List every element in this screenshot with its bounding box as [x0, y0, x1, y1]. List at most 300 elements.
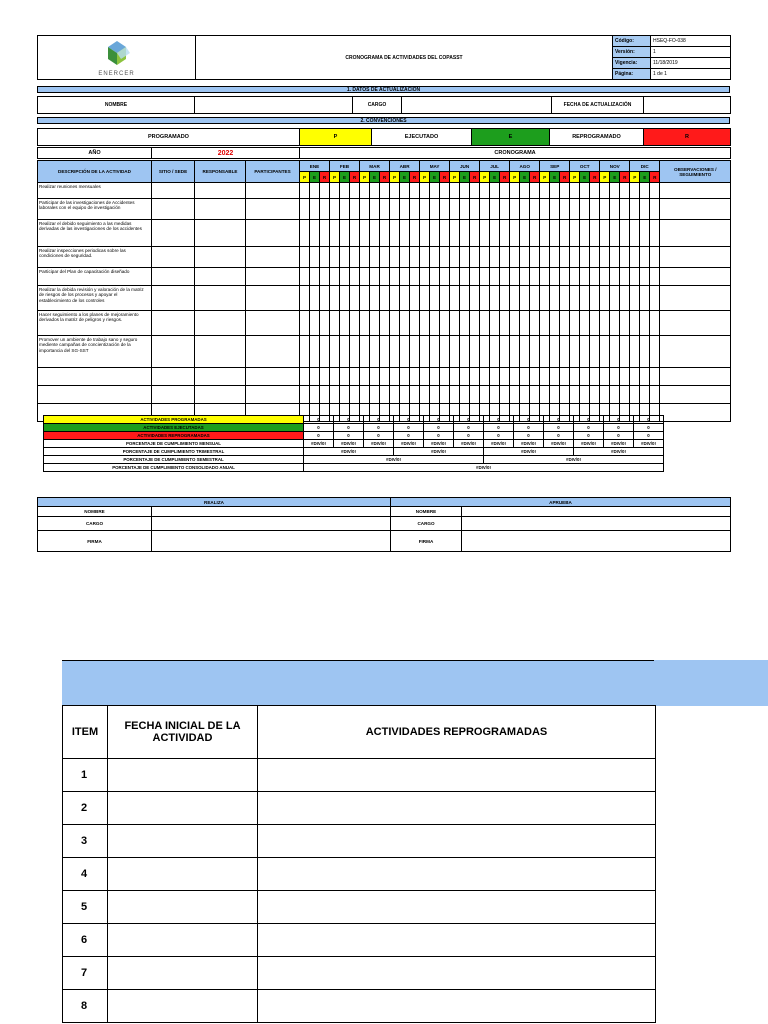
schedule-cell[interactable] — [500, 183, 510, 199]
schedule-cell[interactable] — [350, 199, 360, 220]
activity-description[interactable] — [38, 386, 152, 404]
schedule-cell[interactable] — [330, 199, 340, 220]
schedule-cell[interactable] — [450, 368, 460, 386]
schedule-cell[interactable] — [490, 336, 500, 368]
schedule-cell[interactable] — [410, 199, 420, 220]
schedule-cell[interactable] — [340, 199, 350, 220]
schedule-cell[interactable] — [480, 183, 490, 199]
schedule-cell[interactable] — [640, 386, 650, 404]
schedule-cell[interactable] — [650, 286, 660, 311]
schedule-cell[interactable] — [460, 386, 470, 404]
schedule-cell[interactable] — [450, 268, 460, 286]
schedule-cell[interactable] — [420, 386, 430, 404]
schedule-cell[interactable] — [610, 311, 620, 336]
observaciones-cell[interactable] — [660, 183, 731, 199]
activity-field[interactable] — [246, 286, 300, 311]
schedule-cell[interactable] — [430, 311, 440, 336]
schedule-cell[interactable] — [550, 286, 560, 311]
schedule-cell[interactable] — [540, 247, 550, 268]
schedule-cell[interactable] — [450, 183, 460, 199]
schedule-cell[interactable] — [400, 247, 410, 268]
schedule-cell[interactable] — [590, 286, 600, 311]
schedule-cell[interactable] — [400, 386, 410, 404]
schedule-cell[interactable] — [500, 247, 510, 268]
schedule-cell[interactable] — [480, 386, 490, 404]
aprueba-nombre-field[interactable] — [462, 507, 731, 517]
schedule-cell[interactable] — [490, 268, 500, 286]
fecha-field[interactable] — [108, 957, 258, 990]
schedule-cell[interactable] — [470, 220, 480, 247]
schedule-cell[interactable] — [510, 336, 520, 368]
schedule-cell[interactable] — [500, 368, 510, 386]
schedule-cell[interactable] — [450, 220, 460, 247]
activity-field[interactable] — [195, 286, 246, 311]
schedule-cell[interactable] — [410, 247, 420, 268]
activity-field[interactable] — [246, 268, 300, 286]
schedule-cell[interactable] — [510, 183, 520, 199]
schedule-cell[interactable] — [520, 311, 530, 336]
schedule-cell[interactable] — [530, 268, 540, 286]
schedule-cell[interactable] — [480, 286, 490, 311]
schedule-cell[interactable] — [450, 247, 460, 268]
schedule-cell[interactable] — [440, 220, 450, 247]
schedule-cell[interactable] — [470, 368, 480, 386]
schedule-cell[interactable] — [410, 183, 420, 199]
schedule-cell[interactable] — [380, 268, 390, 286]
schedule-cell[interactable] — [350, 268, 360, 286]
schedule-cell[interactable] — [470, 268, 480, 286]
schedule-cell[interactable] — [460, 286, 470, 311]
schedule-cell[interactable] — [340, 268, 350, 286]
schedule-cell[interactable] — [560, 336, 570, 368]
actividad-field[interactable] — [258, 924, 656, 957]
schedule-cell[interactable] — [380, 183, 390, 199]
observaciones-cell[interactable] — [660, 404, 731, 422]
aprueba-cargo-field[interactable] — [462, 517, 731, 531]
schedule-cell[interactable] — [390, 199, 400, 220]
schedule-cell[interactable] — [300, 268, 310, 286]
schedule-cell[interactable] — [360, 311, 370, 336]
schedule-cell[interactable] — [320, 199, 330, 220]
activity-description[interactable]: Promover un ambiente de trabajo sano y seguro mediente campañas de concientización de la importancia del SG-SST — [38, 336, 152, 368]
schedule-cell[interactable] — [570, 247, 580, 268]
schedule-cell[interactable] — [480, 336, 490, 368]
schedule-cell[interactable] — [520, 183, 530, 199]
schedule-cell[interactable] — [360, 368, 370, 386]
schedule-cell[interactable] — [460, 183, 470, 199]
activity-field[interactable] — [152, 183, 195, 199]
schedule-cell[interactable] — [480, 368, 490, 386]
schedule-cell[interactable] — [310, 368, 320, 386]
schedule-cell[interactable] — [370, 199, 380, 220]
schedule-cell[interactable] — [420, 199, 430, 220]
schedule-cell[interactable] — [530, 220, 540, 247]
schedule-cell[interactable] — [490, 368, 500, 386]
activity-description[interactable]: Participar de las investigaciones de Accidentes laborales con el equipo de investigación — [38, 199, 152, 220]
activity-description[interactable]: Realizar la debida revisión y valoración de la matriz de riesgos de los procesos y apoyar el establecimiento de los controles — [38, 286, 152, 311]
schedule-cell[interactable] — [570, 268, 580, 286]
activity-field[interactable] — [152, 386, 195, 404]
activity-field[interactable] — [246, 368, 300, 386]
schedule-cell[interactable] — [350, 336, 360, 368]
observaciones-cell[interactable] — [660, 220, 731, 247]
schedule-cell[interactable] — [580, 386, 590, 404]
schedule-cell[interactable] — [510, 311, 520, 336]
schedule-cell[interactable] — [410, 311, 420, 336]
schedule-cell[interactable] — [520, 336, 530, 368]
schedule-cell[interactable] — [460, 247, 470, 268]
schedule-cell[interactable] — [420, 368, 430, 386]
schedule-cell[interactable] — [320, 268, 330, 286]
schedule-cell[interactable] — [340, 286, 350, 311]
schedule-cell[interactable] — [610, 286, 620, 311]
schedule-cell[interactable] — [570, 199, 580, 220]
schedule-cell[interactable] — [350, 368, 360, 386]
schedule-cell[interactable] — [350, 286, 360, 311]
schedule-cell[interactable] — [440, 386, 450, 404]
fecha-field[interactable] — [108, 858, 258, 891]
schedule-cell[interactable] — [620, 368, 630, 386]
schedule-cell[interactable] — [450, 311, 460, 336]
schedule-cell[interactable] — [620, 247, 630, 268]
schedule-cell[interactable] — [500, 286, 510, 311]
schedule-cell[interactable] — [630, 199, 640, 220]
schedule-cell[interactable] — [540, 183, 550, 199]
schedule-cell[interactable] — [640, 199, 650, 220]
activity-field[interactable] — [152, 311, 195, 336]
schedule-cell[interactable] — [300, 386, 310, 404]
schedule-cell[interactable] — [430, 247, 440, 268]
schedule-cell[interactable] — [360, 220, 370, 247]
schedule-cell[interactable] — [500, 220, 510, 247]
activity-description[interactable]: Realizar reuniones mensuales — [38, 183, 152, 199]
schedule-cell[interactable] — [640, 183, 650, 199]
fecha-field[interactable] — [108, 825, 258, 858]
schedule-cell[interactable] — [560, 183, 570, 199]
schedule-cell[interactable] — [380, 386, 390, 404]
schedule-cell[interactable] — [620, 268, 630, 286]
schedule-cell[interactable] — [550, 336, 560, 368]
schedule-cell[interactable] — [300, 220, 310, 247]
schedule-cell[interactable] — [310, 220, 320, 247]
schedule-cell[interactable] — [440, 286, 450, 311]
schedule-cell[interactable] — [430, 336, 440, 368]
schedule-cell[interactable] — [310, 247, 320, 268]
observaciones-cell[interactable] — [660, 311, 731, 336]
schedule-cell[interactable] — [320, 286, 330, 311]
schedule-cell[interactable] — [470, 311, 480, 336]
schedule-cell[interactable] — [590, 311, 600, 336]
schedule-cell[interactable] — [530, 368, 540, 386]
schedule-cell[interactable] — [600, 220, 610, 247]
schedule-cell[interactable] — [370, 183, 380, 199]
schedule-cell[interactable] — [520, 286, 530, 311]
schedule-cell[interactable] — [560, 311, 570, 336]
schedule-cell[interactable] — [590, 368, 600, 386]
schedule-cell[interactable] — [400, 220, 410, 247]
activity-description[interactable]: Participar del Plan de capacitación diseñado — [38, 268, 152, 286]
actividad-field[interactable] — [258, 759, 656, 792]
schedule-cell[interactable] — [580, 268, 590, 286]
schedule-cell[interactable] — [360, 286, 370, 311]
activity-field[interactable] — [195, 183, 246, 199]
schedule-cell[interactable] — [590, 386, 600, 404]
schedule-cell[interactable] — [620, 336, 630, 368]
schedule-cell[interactable] — [430, 220, 440, 247]
schedule-cell[interactable] — [540, 199, 550, 220]
schedule-cell[interactable] — [370, 311, 380, 336]
schedule-cell[interactable] — [600, 183, 610, 199]
schedule-cell[interactable] — [630, 268, 640, 286]
schedule-cell[interactable] — [410, 386, 420, 404]
schedule-cell[interactable] — [460, 199, 470, 220]
schedule-cell[interactable] — [420, 286, 430, 311]
schedule-cell[interactable] — [650, 311, 660, 336]
schedule-cell[interactable] — [440, 183, 450, 199]
schedule-cell[interactable] — [470, 286, 480, 311]
schedule-cell[interactable] — [560, 199, 570, 220]
schedule-cell[interactable] — [400, 368, 410, 386]
activity-description[interactable]: Realizar el debido seguimiento a las medidas derivadas de las investigaciones de los accidentes — [38, 220, 152, 247]
schedule-cell[interactable] — [510, 247, 520, 268]
schedule-cell[interactable] — [510, 368, 520, 386]
schedule-cell[interactable] — [340, 368, 350, 386]
fecha-field[interactable] — [108, 924, 258, 957]
observaciones-cell[interactable] — [660, 286, 731, 311]
schedule-cell[interactable] — [320, 220, 330, 247]
actividad-field[interactable] — [258, 957, 656, 990]
schedule-cell[interactable] — [640, 336, 650, 368]
schedule-cell[interactable] — [590, 199, 600, 220]
schedule-cell[interactable] — [610, 199, 620, 220]
schedule-cell[interactable] — [310, 311, 320, 336]
schedule-cell[interactable] — [470, 247, 480, 268]
schedule-cell[interactable] — [590, 247, 600, 268]
schedule-cell[interactable] — [330, 247, 340, 268]
schedule-cell[interactable] — [580, 220, 590, 247]
schedule-cell[interactable] — [560, 220, 570, 247]
schedule-cell[interactable] — [610, 386, 620, 404]
observaciones-cell[interactable] — [660, 199, 731, 220]
schedule-cell[interactable] — [400, 183, 410, 199]
actividad-field[interactable] — [258, 825, 656, 858]
schedule-cell[interactable] — [440, 368, 450, 386]
schedule-cell[interactable] — [470, 386, 480, 404]
schedule-cell[interactable] — [630, 336, 640, 368]
schedule-cell[interactable] — [390, 247, 400, 268]
activity-field[interactable] — [195, 336, 246, 368]
schedule-cell[interactable] — [410, 286, 420, 311]
schedule-cell[interactable] — [520, 268, 530, 286]
schedule-cell[interactable] — [390, 311, 400, 336]
schedule-cell[interactable] — [330, 183, 340, 199]
schedule-cell[interactable] — [590, 220, 600, 247]
schedule-cell[interactable] — [500, 199, 510, 220]
schedule-cell[interactable] — [650, 386, 660, 404]
schedule-cell[interactable] — [310, 336, 320, 368]
schedule-cell[interactable] — [630, 183, 640, 199]
schedule-cell[interactable] — [560, 386, 570, 404]
schedule-cell[interactable] — [380, 311, 390, 336]
schedule-cell[interactable] — [420, 268, 430, 286]
schedule-cell[interactable] — [630, 220, 640, 247]
schedule-cell[interactable] — [550, 247, 560, 268]
activity-field[interactable] — [195, 386, 246, 404]
schedule-cell[interactable] — [650, 336, 660, 368]
schedule-cell[interactable] — [550, 311, 560, 336]
schedule-cell[interactable] — [600, 199, 610, 220]
schedule-cell[interactable] — [540, 286, 550, 311]
schedule-cell[interactable] — [510, 199, 520, 220]
schedule-cell[interactable] — [580, 183, 590, 199]
schedule-cell[interactable] — [340, 220, 350, 247]
schedule-cell[interactable] — [510, 386, 520, 404]
schedule-cell[interactable] — [340, 247, 350, 268]
schedule-cell[interactable] — [610, 268, 620, 286]
schedule-cell[interactable] — [450, 286, 460, 311]
activity-field[interactable] — [195, 368, 246, 386]
schedule-cell[interactable] — [370, 220, 380, 247]
schedule-cell[interactable] — [550, 199, 560, 220]
schedule-cell[interactable] — [510, 220, 520, 247]
activity-field[interactable] — [152, 286, 195, 311]
schedule-cell[interactable] — [440, 199, 450, 220]
schedule-cell[interactable] — [420, 220, 430, 247]
schedule-cell[interactable] — [370, 368, 380, 386]
schedule-cell[interactable] — [450, 199, 460, 220]
schedule-cell[interactable] — [430, 368, 440, 386]
schedule-cell[interactable] — [520, 386, 530, 404]
schedule-cell[interactable] — [610, 220, 620, 247]
schedule-cell[interactable] — [590, 268, 600, 286]
schedule-cell[interactable] — [310, 286, 320, 311]
schedule-cell[interactable] — [480, 247, 490, 268]
schedule-cell[interactable] — [610, 247, 620, 268]
schedule-cell[interactable] — [530, 199, 540, 220]
schedule-cell[interactable] — [360, 386, 370, 404]
schedule-cell[interactable] — [430, 268, 440, 286]
schedule-cell[interactable] — [650, 247, 660, 268]
schedule-cell[interactable] — [600, 247, 610, 268]
schedule-cell[interactable] — [390, 386, 400, 404]
schedule-cell[interactable] — [420, 183, 430, 199]
realiza-nombre-field[interactable] — [152, 507, 391, 517]
schedule-cell[interactable] — [430, 286, 440, 311]
schedule-cell[interactable] — [330, 268, 340, 286]
schedule-cell[interactable] — [490, 247, 500, 268]
schedule-cell[interactable] — [530, 286, 540, 311]
schedule-cell[interactable] — [570, 286, 580, 311]
schedule-cell[interactable] — [470, 336, 480, 368]
activity-field[interactable] — [152, 268, 195, 286]
realiza-firma-field[interactable] — [152, 531, 391, 552]
schedule-cell[interactable] — [410, 220, 420, 247]
schedule-cell[interactable] — [300, 247, 310, 268]
activity-field[interactable] — [246, 386, 300, 404]
schedule-cell[interactable] — [370, 247, 380, 268]
schedule-cell[interactable] — [300, 183, 310, 199]
schedule-cell[interactable] — [530, 336, 540, 368]
schedule-cell[interactable] — [320, 247, 330, 268]
activity-field[interactable] — [246, 247, 300, 268]
observaciones-cell[interactable] — [660, 268, 731, 286]
schedule-cell[interactable] — [420, 336, 430, 368]
schedule-cell[interactable] — [390, 220, 400, 247]
schedule-cell[interactable] — [440, 311, 450, 336]
activity-field[interactable] — [246, 311, 300, 336]
activity-field[interactable] — [152, 199, 195, 220]
schedule-cell[interactable] — [640, 368, 650, 386]
schedule-cell[interactable] — [630, 386, 640, 404]
schedule-cell[interactable] — [460, 311, 470, 336]
schedule-cell[interactable] — [460, 368, 470, 386]
schedule-cell[interactable] — [500, 311, 510, 336]
schedule-cell[interactable] — [340, 336, 350, 368]
schedule-cell[interactable] — [300, 199, 310, 220]
schedule-cell[interactable] — [480, 199, 490, 220]
schedule-cell[interactable] — [530, 183, 540, 199]
schedule-cell[interactable] — [310, 268, 320, 286]
schedule-cell[interactable] — [540, 386, 550, 404]
schedule-cell[interactable] — [620, 386, 630, 404]
schedule-cell[interactable] — [620, 311, 630, 336]
schedule-cell[interactable] — [460, 336, 470, 368]
observaciones-cell[interactable] — [660, 336, 731, 368]
schedule-cell[interactable] — [400, 286, 410, 311]
schedule-cell[interactable] — [330, 220, 340, 247]
activity-description[interactable]: Realizar inspecciones periodicas sobre las condiciones de seguridad. — [38, 247, 152, 268]
schedule-cell[interactable] — [350, 183, 360, 199]
schedule-cell[interactable] — [300, 311, 310, 336]
schedule-cell[interactable] — [470, 199, 480, 220]
schedule-cell[interactable] — [430, 199, 440, 220]
schedule-cell[interactable] — [650, 368, 660, 386]
schedule-cell[interactable] — [600, 311, 610, 336]
actividad-field[interactable] — [258, 990, 656, 1023]
activity-field[interactable] — [246, 183, 300, 199]
schedule-cell[interactable] — [640, 220, 650, 247]
schedule-cell[interactable] — [380, 247, 390, 268]
schedule-cell[interactable] — [470, 183, 480, 199]
schedule-cell[interactable] — [340, 183, 350, 199]
schedule-cell[interactable] — [570, 183, 580, 199]
schedule-cell[interactable] — [320, 311, 330, 336]
schedule-cell[interactable] — [460, 268, 470, 286]
schedule-cell[interactable] — [340, 386, 350, 404]
schedule-cell[interactable] — [400, 336, 410, 368]
schedule-cell[interactable] — [640, 311, 650, 336]
schedule-cell[interactable] — [430, 386, 440, 404]
schedule-cell[interactable] — [420, 311, 430, 336]
schedule-cell[interactable] — [500, 336, 510, 368]
schedule-cell[interactable] — [330, 311, 340, 336]
schedule-cell[interactable] — [580, 368, 590, 386]
schedule-cell[interactable] — [390, 286, 400, 311]
schedule-cell[interactable] — [480, 311, 490, 336]
schedule-cell[interactable] — [480, 220, 490, 247]
schedule-cell[interactable] — [420, 247, 430, 268]
schedule-cell[interactable] — [630, 286, 640, 311]
fecha-field[interactable] — [108, 792, 258, 825]
schedule-cell[interactable] — [580, 199, 590, 220]
schedule-cell[interactable] — [620, 183, 630, 199]
schedule-cell[interactable] — [550, 183, 560, 199]
schedule-cell[interactable] — [640, 286, 650, 311]
activity-field[interactable] — [195, 220, 246, 247]
schedule-cell[interactable] — [510, 268, 520, 286]
schedule-cell[interactable] — [310, 183, 320, 199]
schedule-cell[interactable] — [490, 183, 500, 199]
